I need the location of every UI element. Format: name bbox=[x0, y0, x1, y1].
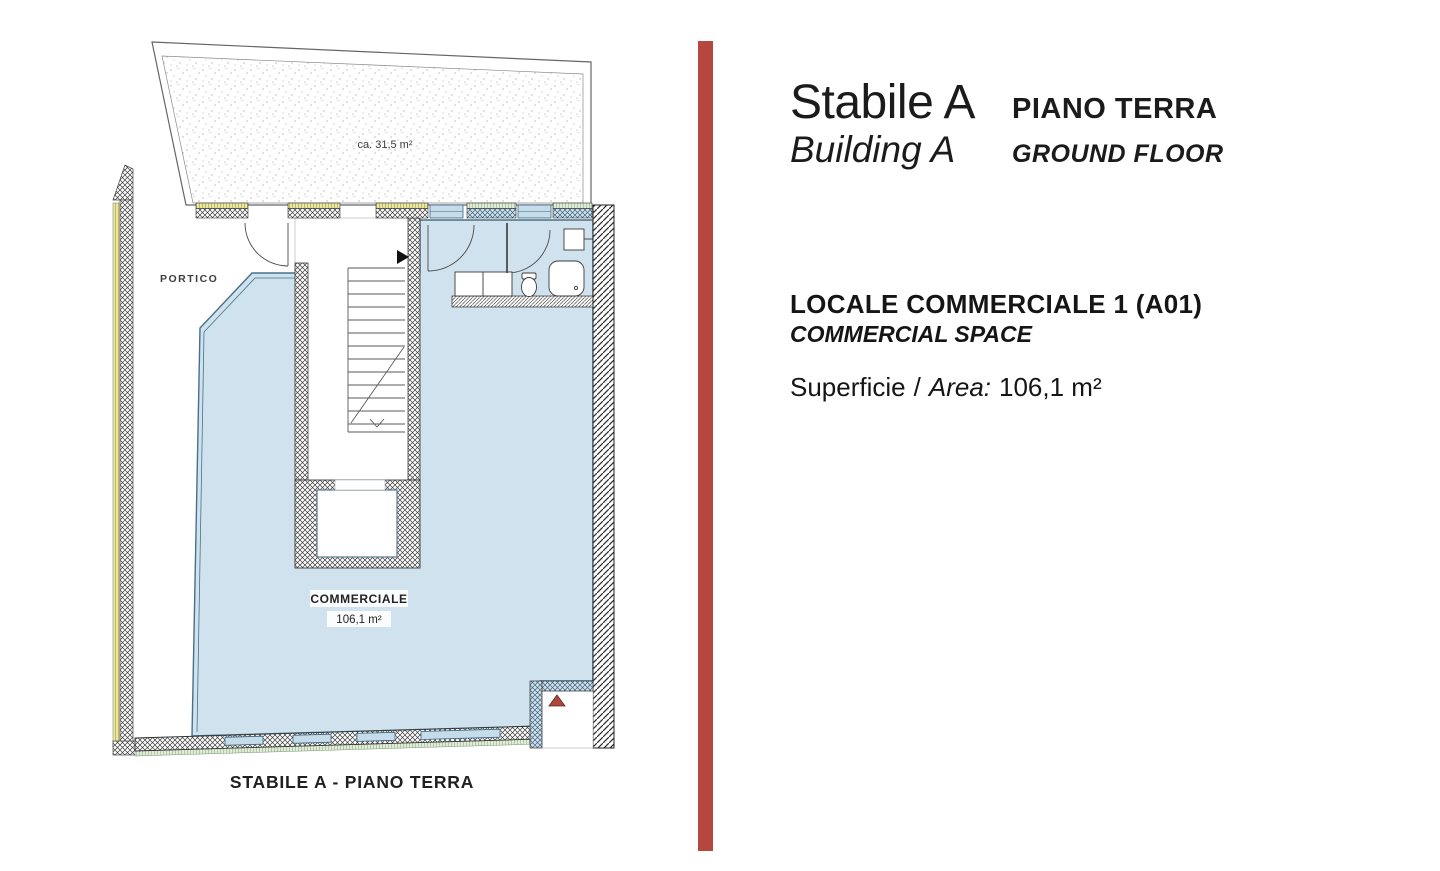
area-label-it: Superficie bbox=[790, 372, 906, 403]
floor-plan bbox=[105, 35, 665, 825]
title-row-italian bbox=[790, 78, 1390, 128]
floor-title-en: GROUND FLOOR bbox=[1012, 140, 1224, 169]
portico-label: PORTICO bbox=[160, 273, 219, 285]
entrance-recess bbox=[530, 681, 593, 748]
bathroom-counter bbox=[455, 272, 512, 296]
info-panel bbox=[790, 78, 1390, 403]
building-title: Stabile A bbox=[790, 76, 975, 129]
right-boundary-wall bbox=[593, 205, 614, 748]
bathroom-wall bbox=[452, 296, 593, 307]
stair-wall-right bbox=[408, 218, 420, 480]
floor-title: PIANO TERRA bbox=[1012, 93, 1218, 125]
area-separator: / bbox=[913, 372, 921, 403]
svg-text:106,1 m²: 106,1 m² bbox=[336, 614, 382, 626]
window bbox=[293, 734, 331, 743]
red-divider bbox=[698, 41, 713, 851]
area-value: 106,1 m² bbox=[999, 372, 1102, 403]
area-label-en: Area: bbox=[928, 372, 992, 403]
window bbox=[357, 732, 395, 741]
left-pilaster-wall bbox=[113, 165, 141, 755]
toilet bbox=[522, 273, 537, 297]
svg-text:COMMERCIALE: COMMERCIALE bbox=[310, 592, 408, 606]
elevator-shaft bbox=[295, 480, 420, 568]
unit-title: LOCALE COMMERCIALE 1 (A01) bbox=[790, 289, 1203, 320]
area-line bbox=[790, 372, 1390, 403]
window bbox=[225, 736, 263, 745]
stair-wall-left bbox=[295, 263, 308, 480]
floor-plan-drawing bbox=[105, 35, 665, 825]
staircase-block bbox=[295, 218, 420, 568]
plan-caption: STABILE A - PIANO TERRA bbox=[229, 772, 475, 792]
portico-entry-door bbox=[245, 223, 288, 266]
unit-subtitle: COMMERCIAL SPACE bbox=[790, 320, 1032, 347]
unit-info bbox=[790, 290, 1390, 403]
courtyard bbox=[152, 42, 591, 205]
shower bbox=[549, 261, 584, 296]
courtyard-area-label: ca. 31,5 m² bbox=[357, 139, 413, 151]
building-title-en: Building A bbox=[790, 129, 956, 171]
title-row-english bbox=[790, 131, 1390, 170]
